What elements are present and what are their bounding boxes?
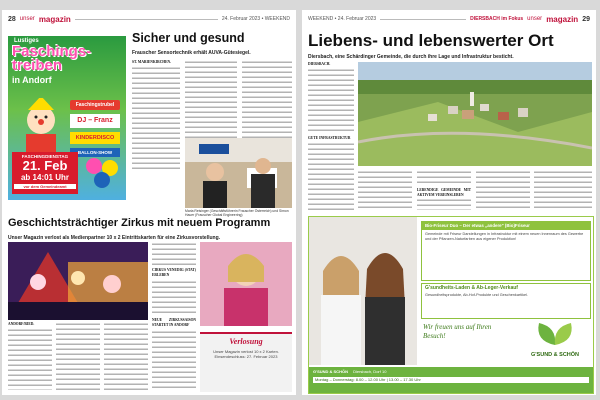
subhead-text: NEUE ZIRKUSSAISON STARTET IN ANDORF [152,318,196,327]
footer-hours: Montag – Donnerstag: 8.00 – 12.00 Uhr | 13.00 – 17.30 Uhr [313,377,589,383]
gsund-schoen-ad [308,216,594,394]
subhead-text: GUTE INFRASTRUKTUR [308,136,351,140]
section-label: DIERSBACH im Fokus [470,16,524,22]
left-page [2,10,296,395]
verlosung-title: Verlosung [229,337,263,346]
article-body-column [132,66,180,170]
article-subtitle: Unser Magazin verlost als Medienpartner 10 x 2 Eintrittskarten für eine Zirkusvorstellung. [8,235,221,241]
article-body-column [8,328,52,390]
article-body-column [152,330,196,390]
laden-text: Gesundheitsprodukte, Ab-Hof-Produkte und Geschenkartikel. [425,293,528,297]
fasching-poster [8,36,126,200]
circus-photo [8,242,148,320]
right-page [302,10,596,395]
issue-date: 24. Februar 2023 • WEEKEND [221,16,290,22]
welcome-script: Wir freuen uns auf Ihren Besuch! [423,323,492,340]
article-body-column [308,68,354,134]
page-number: 29 [582,15,590,23]
article-subtitle: Diersbach, eine Schärdinger Gemeinde, die durch ihre Lage und Infrastruktur besticht. [308,54,514,60]
ad-footer [309,367,593,393]
article-body-column [476,170,530,210]
footer-address: Diersbach, Dorf 10 [353,369,387,374]
poster-date: 21. Feb [22,158,68,173]
leaf-logo-icon [525,321,585,347]
verlosung-text: Unser Magazin verlost 10 x 2 Karten. Einsendeschluss: 27. Februar 2023 [213,349,279,359]
lead-word: DIERSBACH. [308,62,331,66]
article-photo [185,138,292,208]
article-title: Liebens- und lebenswerter Ort [308,31,554,50]
poster-time: ab 14:01 Uhr [20,173,70,182]
article-body-column [242,60,292,146]
article-subhead [152,268,196,280]
footer-name: G'SUND & SCHÖN [313,369,348,374]
brand-logo [525,321,585,359]
poster-title-line: in Andorf [12,75,52,85]
poster-badge: BALLON-SHOW [70,148,120,157]
brand-prefix: unser [19,16,35,22]
header-rule [75,19,218,20]
article-body-column [152,242,196,266]
article-body-column [56,322,100,390]
balloon-illustration [82,154,122,194]
page-header [8,14,290,24]
poster-place: vor dem Gemeindeamt [14,184,76,189]
page-header [308,14,590,24]
brand-prefix: unser [527,16,543,22]
article-body-column [104,322,148,390]
village-aerial-photo [358,62,592,166]
women-photo [309,217,417,365]
brand-name: magazin [38,14,71,24]
poster-badge: Faschingstrubel [70,100,120,110]
poster-badge: DJ – Franz [70,114,120,128]
poster-date-label: FASCHINGDIENSTAG [21,154,69,159]
article-body-column [358,170,412,210]
subhead-text: CIRKUS VENEDIG (STAT) ERLEBEN [152,268,196,277]
article-body-column [534,170,592,210]
laden-box [421,283,591,319]
article-body-column [417,170,471,186]
poster-title-line: Faschings- [12,43,92,60]
article-title: Sicher und gesund [132,31,245,45]
laden-title: G'sundheits-Laden & Ab-Leger-Verkauf [425,285,518,291]
poster-tagline: Lustiges [14,38,39,44]
bio-friseur-box [421,221,591,281]
article-subhead [152,318,196,330]
article-subtitle: Frauscher Sensortechnik erhält AUVA-Gütesiegel. [132,50,251,56]
bio-friseur-title: Bio-Friseur Duo – Der etwas „andere" (Bio)Friseur [422,222,590,230]
page-number: 28 [8,15,16,23]
article-body-column [308,142,354,210]
article-title: Geschichtsträchtiger Zirkus mit neuem Programm [8,217,271,229]
photo-caption: Maria Reisinger (Geschäftsführerin Frauscher Österreich) und Simon Hauer (Frauscher Global Engineering) [185,209,289,218]
brand-name: magazin [546,14,579,24]
lead-word: ST. MARIENKIRCHEN. [132,60,171,64]
verlosung-box [200,332,292,392]
lead-word: ANDORF/RIED. [8,322,35,326]
subhead-text: LEBENDIGE GEMEINDE MIT AKTIVEM VEREINSLEBEN [417,188,471,197]
header-rule [380,19,466,20]
poster-title-line: treiben [12,57,63,74]
article-subhead [417,188,471,198]
poster-date-box [12,152,78,194]
bio-friseur-text: Gemeinde mit Friseur Darstellungen in Infrastruktur mit einem neuen Innenraum des Gewerbe und der Pflanzen-Naturfarben aus eigener Produktion! [425,232,584,241]
logo-text: G'SUND & SCHÖN [530,352,580,358]
circus-artist-photo [200,242,292,326]
poster-badge: KINDERDISCO [70,132,120,144]
issue-date: WEEKEND • 24. Februar 2023 [308,16,377,22]
clown-illustration [16,98,66,152]
poster-title [12,45,122,87]
article-body-column [152,280,196,316]
article-body-column [417,198,471,210]
